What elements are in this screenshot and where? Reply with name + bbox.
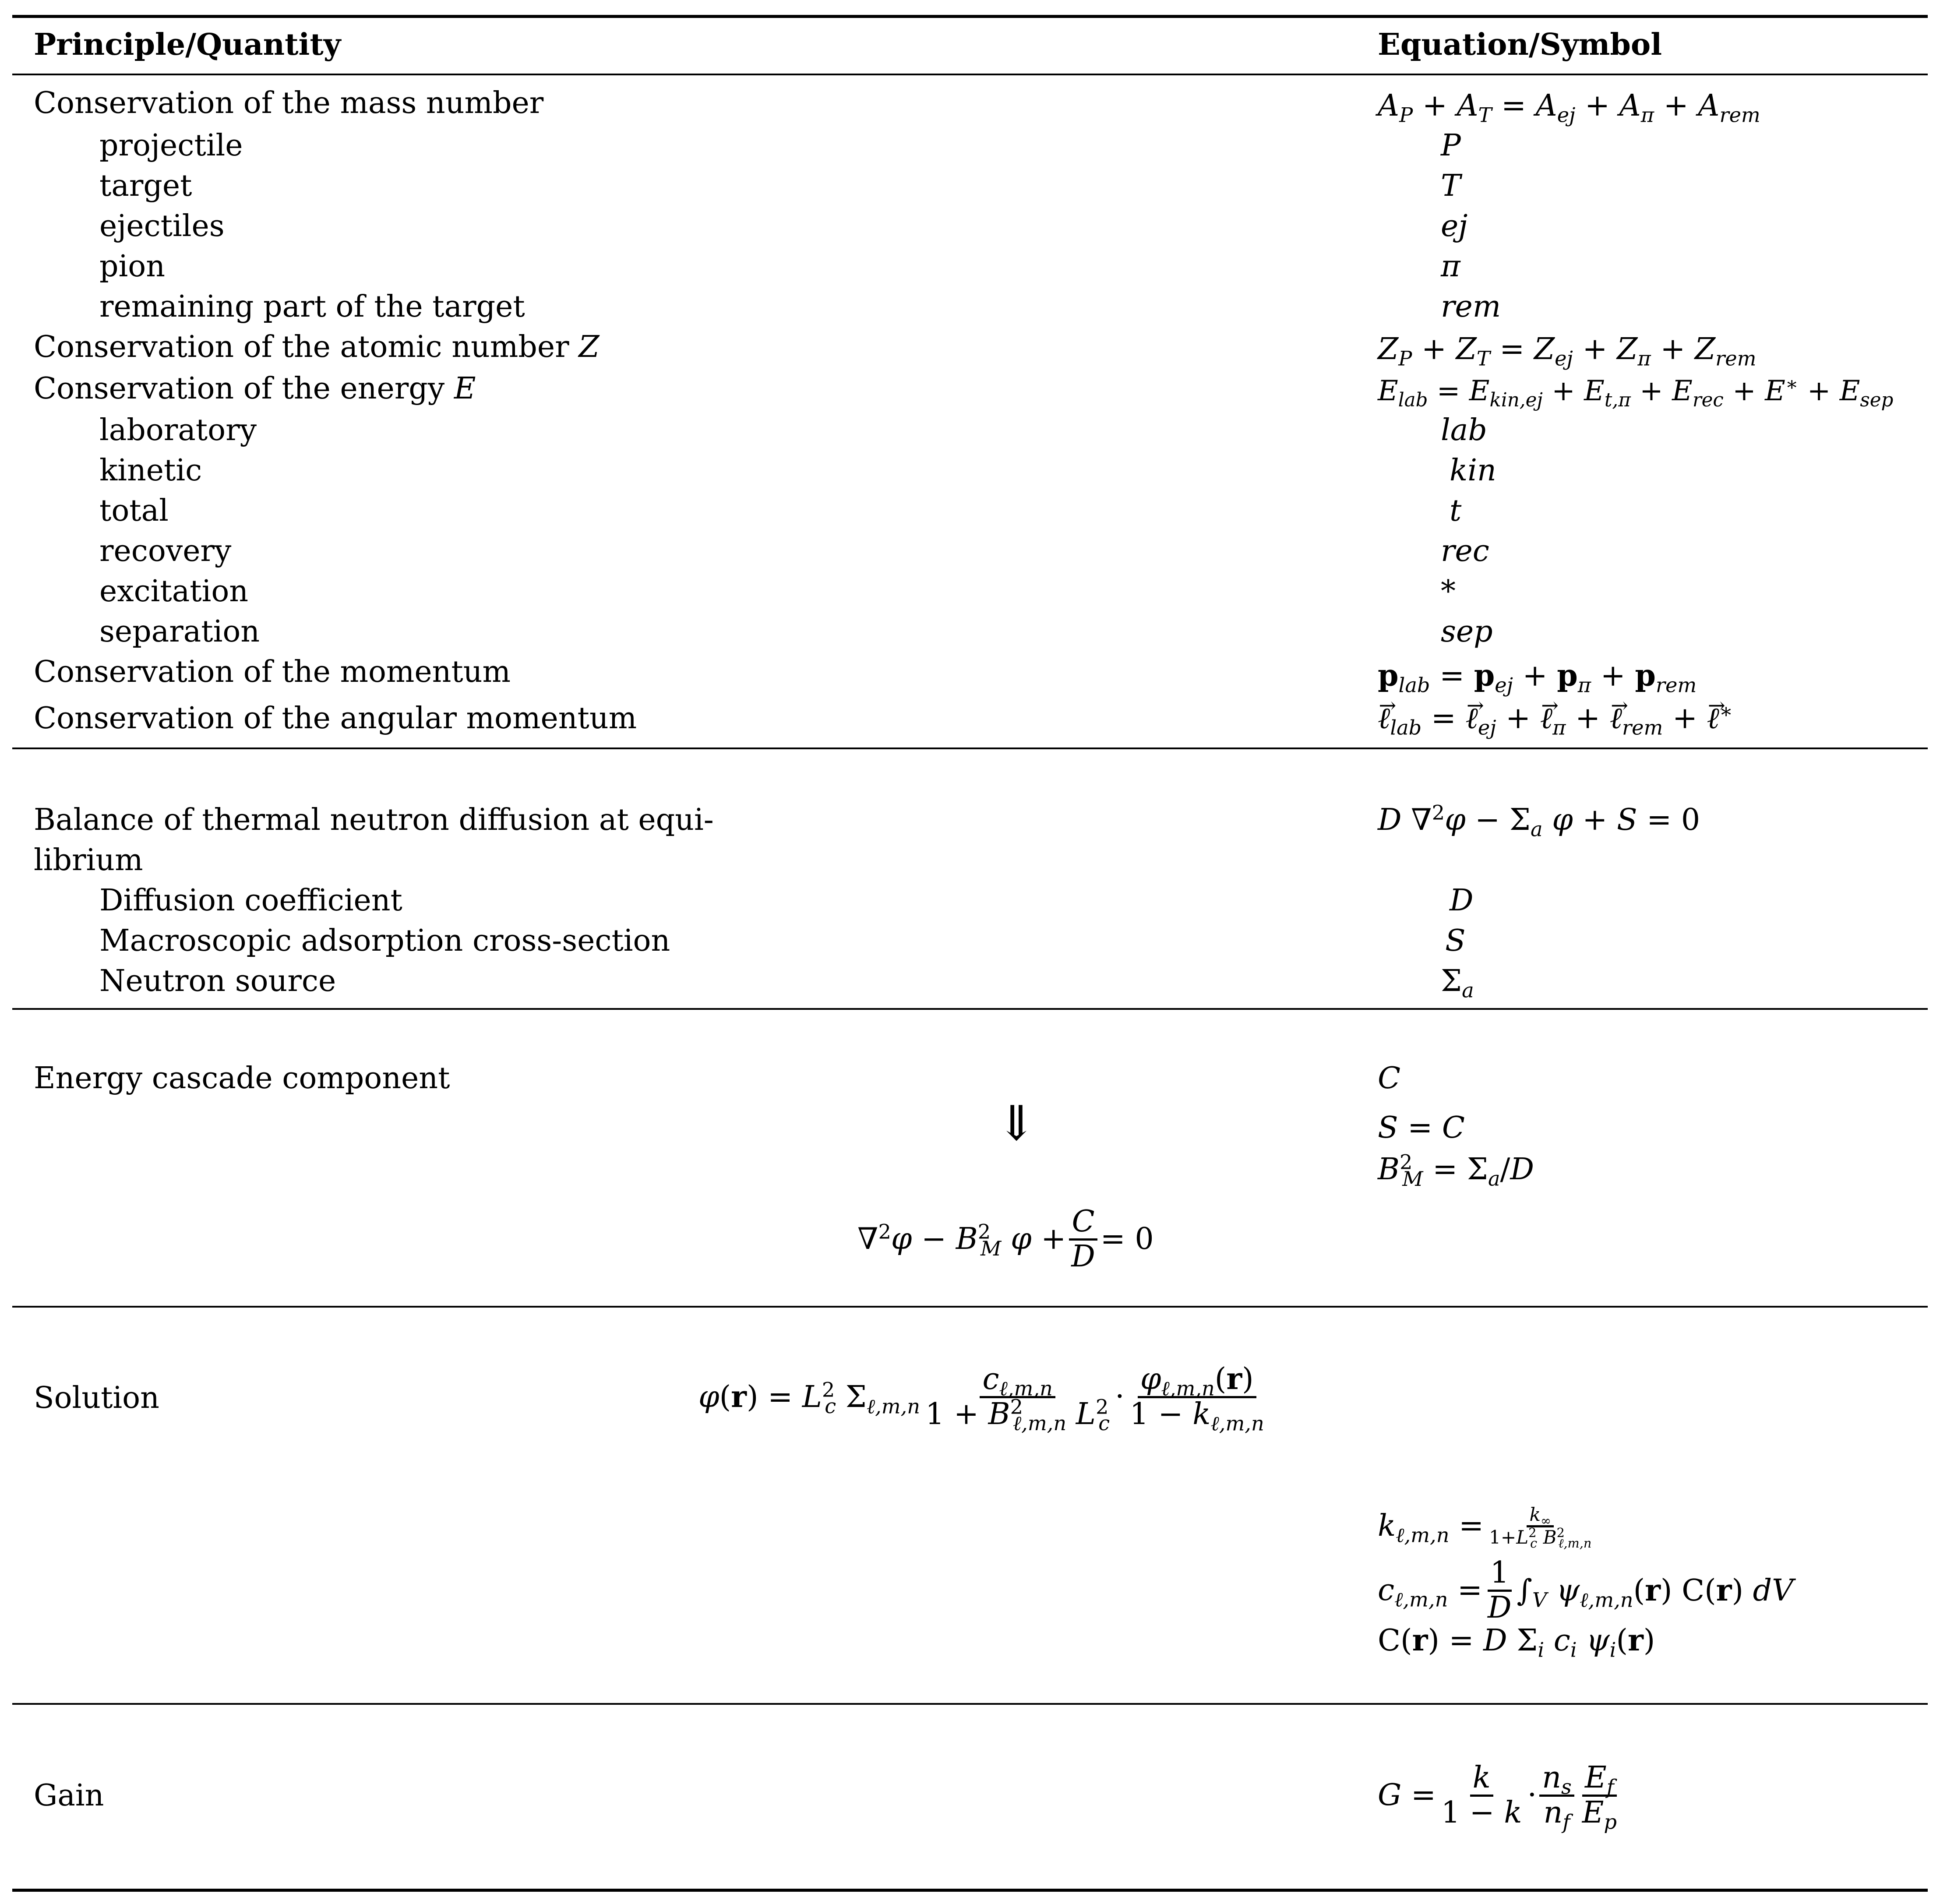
symbol: π: [1441, 249, 1460, 284]
row-label: Macroscopic adsorption cross-section: [99, 924, 670, 958]
row-label: librium: [34, 843, 143, 878]
row-label: Balance of thermal neutron diffusion at equi-: [34, 803, 714, 837]
symbol: T: [1441, 169, 1461, 203]
row-label: Conservation of the momentum: [34, 655, 511, 689]
top-rule: [12, 15, 1928, 18]
bottom-rule: [12, 1889, 1928, 1892]
row-label: Conservation of the angular momentum: [34, 701, 637, 736]
symbol: kin: [1450, 453, 1496, 488]
symbol: $\Sigma_a$: [1441, 964, 1474, 1002]
equation-momentum: $p_{lab} = p_{ej} + p_\pi + p_{rem}$: [1378, 658, 1697, 697]
implies-arrow-icon: ⇓: [996, 1095, 1037, 1151]
equation-angular-momentum: → ℓ$_{lab}$ = → ℓ$_{ej}$ + → ℓ$_\pi$ + → ℓ$_{rem}$ + → ℓ∗: [1378, 698, 1733, 739]
symbol: rec: [1441, 534, 1489, 568]
symbol: C: [1378, 1061, 1401, 1096]
equation-mass: $A_P + A_T = A_{ej} + A_\pi + A_{rem}$: [1378, 88, 1760, 127]
row-label: Diffusion coefficient: [99, 883, 402, 918]
equation-k: $k_{\ell,m,n}$ = $\frac{k_\infty}{1+L^2_c B^2_{\ell,m,n}}$: [1378, 1504, 1592, 1551]
equation-atomic: $Z_P + Z_T = Z_{ej} + Z_\pi + Z_{rem}$: [1378, 332, 1757, 370]
equation-derived: $\nabla^2\varphi - B^2_M$ φ + $\frac{C}{D}$ = 0: [857, 1204, 1154, 1274]
header-equation: Equation/Symbol: [1378, 27, 1662, 62]
equation-source: S = C: [1378, 1111, 1465, 1145]
equation-buckling: $B^2_M = \Sigma_a/D$: [1378, 1150, 1534, 1191]
header-rule: [12, 74, 1928, 75]
row-label: Conservation of the energy E: [34, 371, 476, 406]
equation-c: $c_{\ell,m,n}$ = $\frac{1}{D}$ $\int_V$ $\psi_{\ell,m,n}(r)$ C(r) dV: [1378, 1555, 1794, 1625]
row-label: target: [99, 169, 192, 203]
section-rule-3: [12, 1306, 1928, 1308]
symbol: D: [1450, 883, 1474, 918]
symbol: ej: [1441, 209, 1468, 243]
row-label: Gain: [34, 1778, 104, 1813]
symbol: sep: [1441, 614, 1493, 649]
row-label: pion: [99, 249, 166, 284]
symbol: t: [1450, 494, 1462, 528]
equation-diffusion: D $\nabla^2\varphi - \Sigma_a$ φ + S = 0: [1378, 800, 1700, 841]
symbol: *: [1441, 574, 1456, 609]
section-rule-2: [12, 1008, 1928, 1010]
section-rule-4: [12, 1703, 1928, 1705]
equation-energy: $E_{lab} = E_{kin,ej} + E_{t,\pi} + E_{rec} + E^∗ + E_{sep}$: [1378, 373, 1894, 411]
row-label: Solution: [34, 1381, 159, 1415]
symbol: lab: [1441, 413, 1487, 448]
symbol: S: [1445, 924, 1466, 958]
equation-solution: $\varphi(r) = L^2_c$ $\Sigma_{\ell,m,n}$ $\frac{c_{\ell,m,n}}{1 + B^2_{\ell,m,n} L^2_c}$ · $\frac{\varphi_{\ell,m,n}(r)}{1 - k_{\ell,m,n}}$: [698, 1361, 1264, 1435]
section-rule-1: [12, 747, 1928, 749]
header-principle: Principle/Quantity: [34, 27, 341, 62]
row-label: projectile: [99, 128, 243, 163]
symbol: P: [1441, 128, 1461, 163]
row-label: remaining part of the target: [99, 289, 525, 324]
row-label: Conservation of the mass number: [34, 86, 544, 120]
row-label: Conservation of the atomic number Z: [34, 330, 600, 364]
row-label: kinetic: [99, 453, 202, 488]
equation-C: C(r) = D $\Sigma_i$ $c_i$ $\psi_i(r)$: [1378, 1623, 1655, 1662]
row-label: Energy cascade component: [34, 1061, 450, 1096]
row-label: recovery: [99, 534, 232, 568]
row-label: excitation: [99, 574, 249, 609]
row-label: separation: [99, 614, 260, 649]
row-label: total: [99, 494, 169, 528]
row-label: ejectiles: [99, 209, 225, 243]
row-label: laboratory: [99, 413, 257, 448]
row-label: Neutron source: [99, 964, 336, 998]
equation-gain: G = $\frac{k}{1 - k}$ · $\frac{n_s}{n_f}$ $\frac{E_f}{E_p}$: [1378, 1760, 1617, 1834]
symbol: rem: [1441, 289, 1501, 324]
